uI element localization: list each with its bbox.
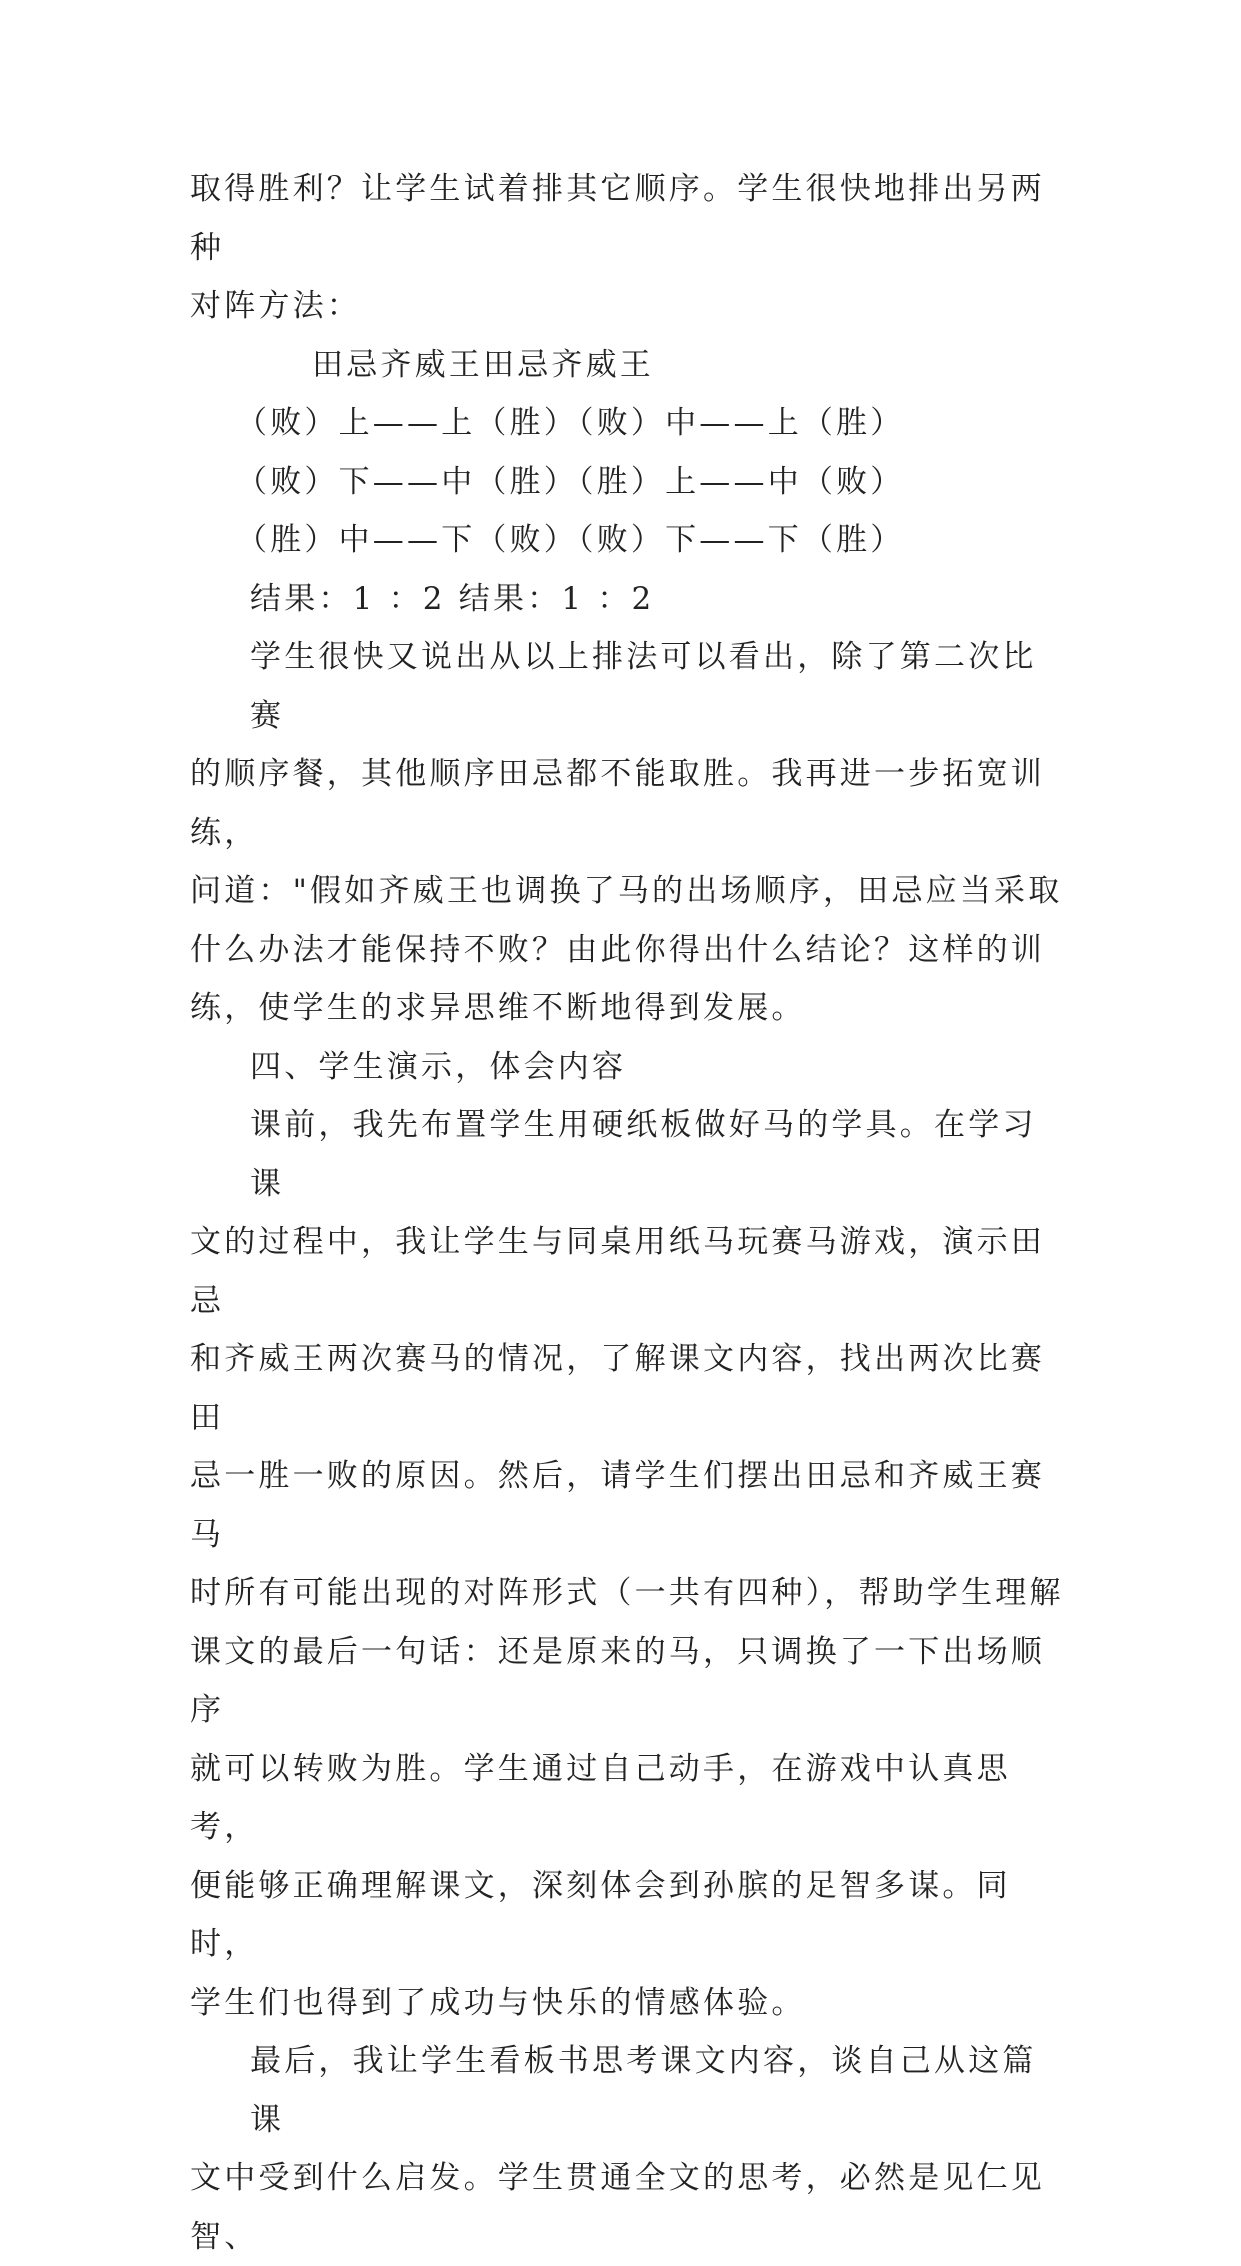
text-line: 课文的最后一句话：还是原来的马，只调换了一下出场顺序 xyxy=(190,1633,1045,1728)
text-line: 结果：1 ：2 结果：1 ：2 xyxy=(250,580,655,617)
text-line: （胜）中——下（败）（败）下——下（胜） xyxy=(236,522,905,558)
text-line: 学生很快又说出从以上排法可以看出，除了第二次比赛 xyxy=(250,639,1037,734)
text-line: 对阵方法： xyxy=(190,288,361,324)
text-line: 问道："假如齐威王也调换了马的出场顺序，田忌应当采取 xyxy=(190,873,1063,909)
text-line: 课前，我先布置学生用硬纸板做好马的学具。在学习课 xyxy=(250,1107,1037,1202)
text-line: （败）上——上（胜）（败）中——上（胜） xyxy=(236,405,905,441)
text-line: 文中受到什么启发。学生贯通全文的思考，必然是见仁见智、 xyxy=(190,2160,1045,2255)
text-line: 学生们也得到了成功与快乐的情感体验。 xyxy=(190,1984,806,2021)
text-line: 最后，我让学生看板书思考课文内容，谈自己从这篇课 xyxy=(250,2043,1037,2138)
text-line: 忌一胜一败的原因。然后，请学生们摆出田忌和齐威王赛马 xyxy=(190,1458,1045,1553)
text-line: 便能够正确理解课文，深刻体会到孙膑的足智多谋。同时， xyxy=(190,1867,1011,1962)
text-line: 田忌齐威王田忌齐威王 xyxy=(312,346,654,383)
text-line: 练，使学生的求异思维不断地得到发展。 xyxy=(190,990,806,1026)
text-line: 的顺序餐，其他顺序田忌都不能取胜。我再进一步拓宽训练， xyxy=(190,756,1045,851)
text-line: 就可以转败为胜。学生通过自己动手，在游戏中认真思考， xyxy=(190,1750,1011,1845)
text-line: 时所有可能出现的对阵形式（一共有四种），帮助学生理解 xyxy=(190,1575,1064,1611)
text-line: 什么办法才能保持不败？由此你得出什么结论？这样的训 xyxy=(190,931,1045,968)
section-heading: 四、学生演示，体会内容 xyxy=(250,1048,627,1085)
text-line: 和齐威王两次赛马的情况，了解课文内容，找出两次比赛田 xyxy=(190,1341,1045,1436)
text-line: 文的过程中，我让学生与同桌用纸马玩赛马游戏，演示田忌 xyxy=(190,1224,1045,1319)
document-body xyxy=(190,160,1070,2266)
text-line: （败）下——中（胜）（胜）上——中（败） xyxy=(236,463,905,500)
text-line: 取得胜利？让学生试着排其它顺序。学生很快地排出另两种 xyxy=(190,171,1045,266)
